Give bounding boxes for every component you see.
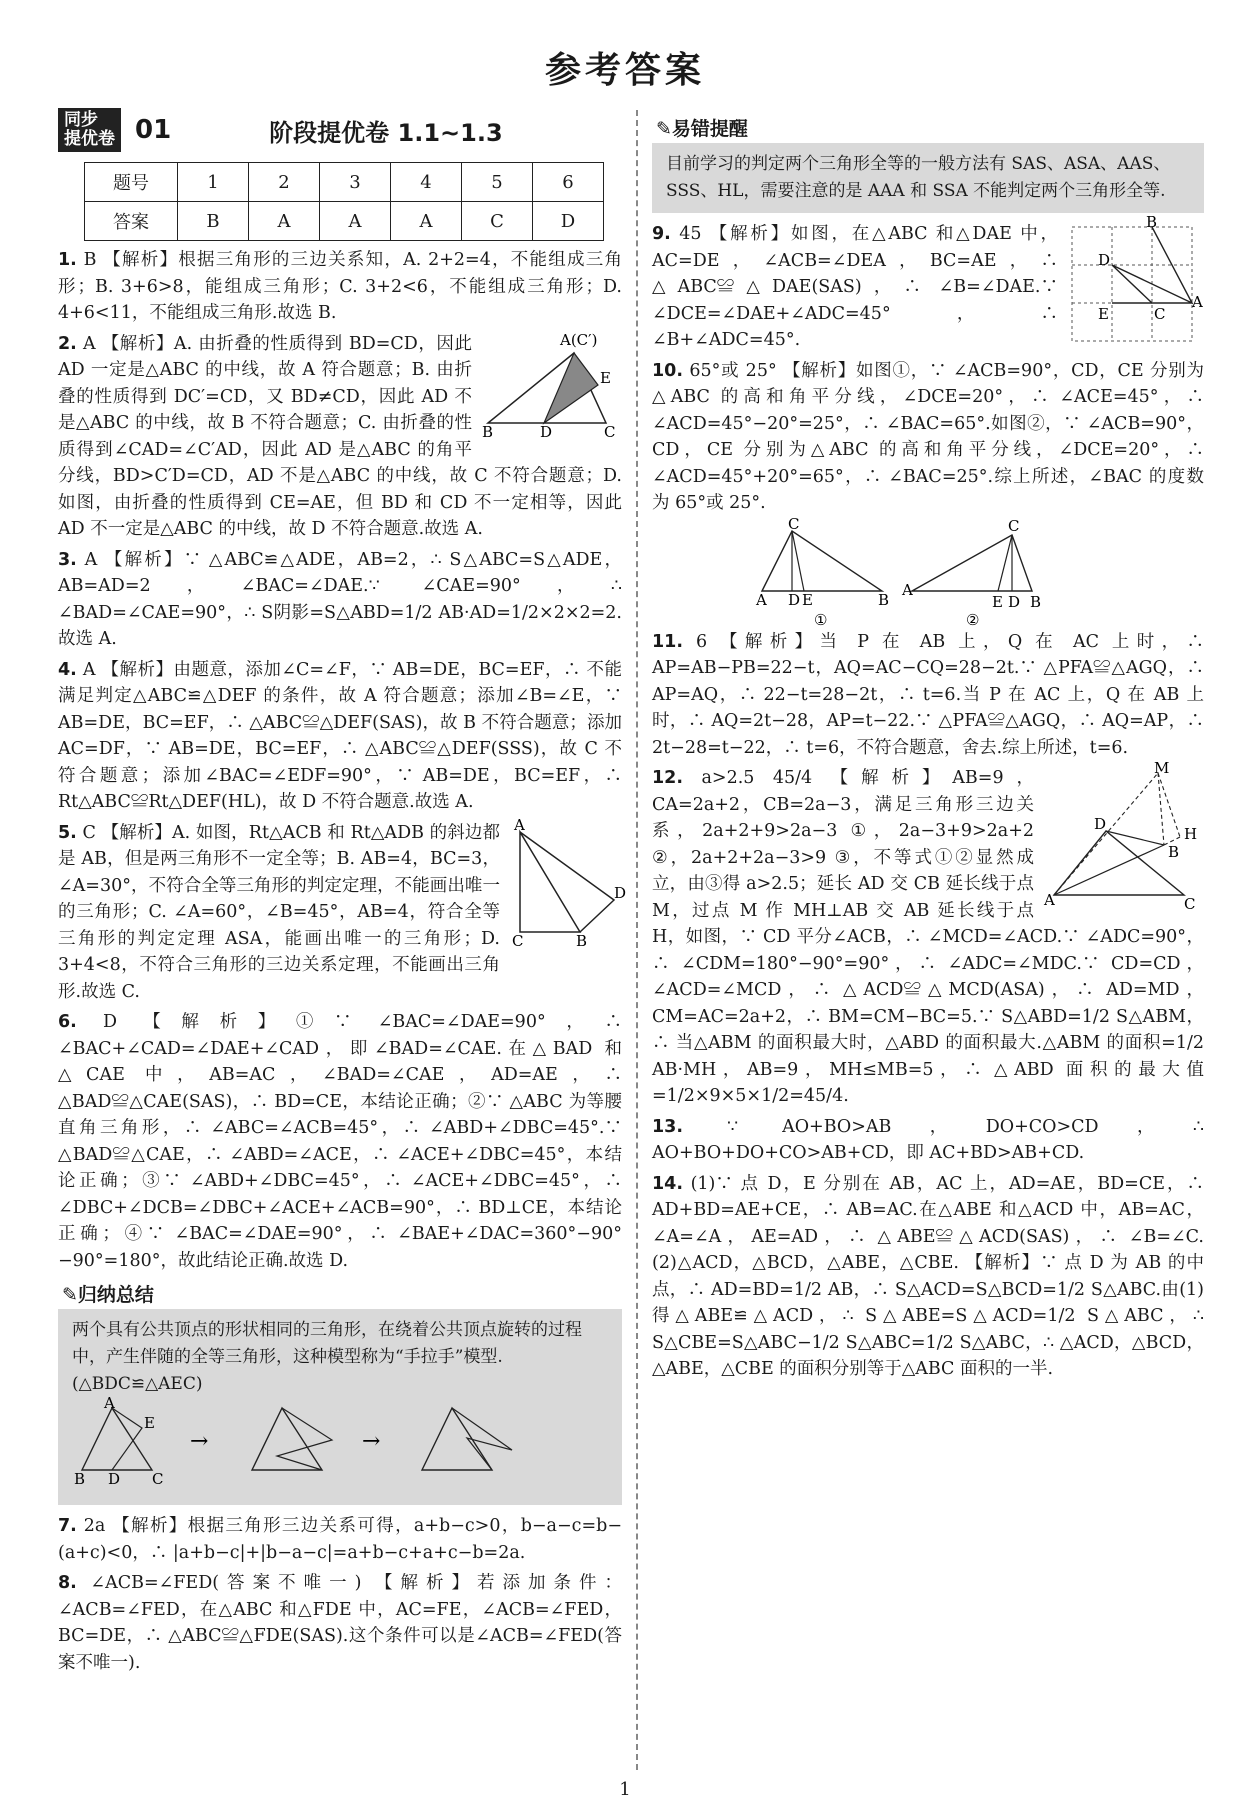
item-text: 6 【解析】当 P 在 AB 上，Q 在 AC 上时，∴ AP=AB−PB=22−t，AQ=AC−CQ=28−2t.∵ △PFA≌△AGQ，∴ AP=AQ，∴ 22−t=28−2t，∴ t=6.当 P 在 AC 上，Q 在 AB 上时，∴ AQ=2t−28，AP=t−22.∵ △PFA≌△AGQ，∴ AQ=AP，∴ 2t−28=t−22，∴ t=6，不符合题意，舍去.综上所述，t=6. [652,631,1204,758]
label-A: A [514,815,525,834]
note-text: 目前学习的判定两个三角形全等的一般方法有 SAS、ASA、AAS、SSS、HL，需要注意的是 AAA 和 SSA 不能判定两个三角形全等. [666,154,1171,201]
answer-item-1 [58,247,622,327]
table-cell: 答案 [85,202,178,241]
table-cell: D [533,202,604,241]
label-C: C [604,422,616,441]
item-number: 1. [58,250,77,270]
item-text: ∵ AO+BO>AB，DO+CO>CD，∴ AO+BO+DO+CO>AB+CD，即 AC+BD>AB+CD. [652,1116,1204,1163]
label-A: A [756,590,767,609]
item-text: A 【解析】∵ △ABC≌△ADE，AB=2，∴ S△ABC=S△ADE，AB=AD=2，∠BAC=∠DAE.∵ ∠CAE=90°，∴ ∠BAD=∠CAE=90°，∴ S阴影=S△ABD=1/2 AB·AD=1/2×2×2=2.故选 A. [58,549,622,649]
label-D: D [1094,815,1107,833]
column-divider [636,110,638,1770]
item-text: B 【解析】根据三角形的三边关系知，A. 2+2=4，不能组成三角形；B. 3+6>8，能组成三角形；C. 3+2<6，不能组成三角形；D. 4+6<11，不能组成三角形.故选 B. [58,250,622,323]
label-C: C [152,1470,164,1488]
summary-note [58,1309,622,1505]
label-C: C [1184,895,1196,913]
label-B: B [576,931,588,950]
item-text: ∠ACB=∠FED(答案不唯一) 【解析】若添加条件：∠ACB=∠FED，在△ABC 和△FDE 中，AC=FE，∠ACB=∠FED，BC=DE，∴ △ABC≌△FDE(SAS).这个条件可以是∠ACB=∠FED(答案不唯一). [58,1573,622,1673]
item-text: 65°或 25° 【解析】如图①，∵ ∠ACB=90°，CD，CE 分别为△ABC 的高和角平分线，∠DCE=20°，∴ ∠ACE=45°，∴ ∠ACD=45°−20°=25°，∴ ∠BAC=65°.如图②，∵ ∠ACB=90°，CD，CE 分别为△ABC 的高和角平分线，∠DCE=20°，∴ ∠ACD=45°+20°=65°，∴ ∠BAC=25°.综上所述，∠BAC 的度数为 65°或 25°. [652,360,1204,513]
figure-caption-1: ① [814,610,828,629]
answer-item-3 [58,547,622,653]
answer-item-14 [652,1171,1204,1383]
label-B: B [74,1470,86,1488]
arrow-icon: → [190,1429,209,1454]
item-text: a>2.5 45/4 【解析】AB=9，CA=2a+2，CB=2a−3，满足三角形三边关系，2a+2+9>2a−3 ①，2a−3+9>2a+2 ②，2a+2+2a−3>9 ③，不等式①②显然成立，由③得 a>2.5；延长 AD 交 CB 延长线于点 M，过点 M 作 MH⊥AB 交 AB 延长线于点 H，如图，∵ CD 平分∠ACB，∴ ∠MCD=∠ACD.∵ ∠ADC=90°，∴ ∠CDM=180°−90°=90°，∴ ∠ADC=∠MDC.∵ CD=CD，∠ACD=∠MCD，∴ △ACD≌△MCD(ASA)，∴ AD=MD，CM=AC=2a+2，∴ BM=CM−BC=5.∵ S△ABD=1/2 S△ABM，∴ 当△ABM 的面积最大时，△ABD 的面积最大.△ABM 的面积=1/2 AB·MH，AB=9，MH≤MB=5，∴ △ABD 面积的最大值=1/2×9×5×1/2=45/4. [652,768,1204,1106]
item-text: (1)∵ 点 D，E 分别在 AB，AC 上，AD=AE，BD=CE，∴ AD+BD=AE+CE，∴ AB=AC.在△ABE 和△ACD 中，AB=AC，∠A=∠A，AE=AD，∴ △ABE≌△ACD(SAS)，∴ ∠B=∠C. (2)△ACD，△BCD，△ABE，△CBE. 【解析】∵ 点 D 为 AB 的中点，∴ AD=BD=1/2 AB，∴ S△ACD=S△BCD=1/2 S△ABC.由(1)得△ABE≌△ACD，∴ S△ABE=S△ACD=1/2 S△ABC，∴ S△CBE=S△ABC−1/2 S△ABC=1/2 S△ABC，∴ △ACD，△BCD，△ABE，△CBE 的面积分别等于△ABC 面积的一半. [652,1173,1204,1379]
section-header [58,108,622,152]
grid-triangles-figure [1068,213,1204,351]
badge-line1: 同步 [64,110,98,130]
label-E: E [144,1414,155,1432]
shaded-region [544,353,598,423]
item-number: 10. [652,360,684,381]
section-badge [58,108,121,152]
item-text: A 【解析】A. 由折叠的性质得到 BD=CD，因此 AD 一定是△ABC 的中线，故 A 符合题意；B. 由折叠的性质得到 DC′=CD，又 BD≠CD，因此 AD 不是△ABC 的中线，故 B 不符合题意；C. 由折叠的性质得到∠CAD=∠C′AD，因此 AD 是△ABC 的角平分线，BD>C′D=CD，AD 不是△ABC 的中线，故 C 不符合题意；D. 如图，由折叠的性质得到 CE=AE，但 BD 和 CD 不一定相等，因此 AD 不一定是△ABC 的中线，故 D 不符合题意.故选 A. [58,333,622,539]
badge-line2: 提优卷 [64,129,115,149]
item-number: 7. [58,1516,77,1536]
item-number: 13. [652,1116,684,1137]
answer-item-6 [58,1009,622,1274]
answer-item-4 [58,657,622,816]
label-D: D [540,422,553,441]
label-B: B [1168,843,1180,861]
table-row [85,163,604,202]
item-number: 6. [58,1012,77,1032]
answer-item-8 [58,1570,622,1676]
answer-item-13 [652,1114,1204,1167]
hand-in-hand-figure [72,1394,592,1488]
item-number: 8. [58,1573,77,1593]
page-title: 参考答案 [544,50,705,91]
item-text: 45 【解析】如图，在△ABC 和△DAE 中，AC=DE，∠ACB=∠DEA，BC=AE，∴ △ABC≌△DAE(SAS)，∴ ∠B=∠DAE.∵ ∠DCE=∠DAE+∠ADC=45°，∴ ∠B+∠ADC=45°. [652,224,1058,350]
error-note-heading [656,114,1204,141]
answer-table [84,162,604,241]
error-note [652,143,1204,213]
table-cell: A [320,202,391,241]
label-B: B [482,422,494,441]
item-number: 5. [58,822,77,843]
label-C: C [512,931,524,950]
fold-triangle-figure [482,331,622,439]
item-number: 14. [652,1173,684,1194]
label-E: E [1098,305,1109,323]
item-text: D 【解析】①∵ ∠BAC=∠DAE=90°，∴ ∠BAC+∠CAD=∠DAE+∠CAD，即∠BAD=∠CAE.在△BAD 和△CAE 中，AB=AC，∠BAD=∠CAE，AD=AE，∴ △BAD≌△CAE(SAS)，∴ BD=CE，本结论正确；②∵ △ABC 为等腰直角三角形，∴ ∠ABC=∠ACB=45°，∴ ∠ABD+∠DBC=45°.∵ △BAD≌△CAE，∴ ∠ABD=∠ACE，∴ ∠ACE+∠DBC=45°，本结论正确；③∵ ∠ABD+∠DBC=45°，∴ ∠ACE+∠DBC=45°，∴ ∠DBC+∠DCB=∠DBC+∠ACE+∠ACB=90°，∴ BD⊥CE，本结论正确；④∵ ∠BAC=∠DAE=90°，∴ ∠BAE+∠DAC=360°−90°−90°=180°，故此结论正确.故选 D. [58,1012,622,1271]
label-D: D [788,590,801,609]
table-cell: 6 [533,163,604,202]
answer-item-10 [652,358,1204,517]
label-D: D [1098,251,1111,269]
item-number: 4. [58,659,77,680]
label-A: A [902,580,913,599]
right-column [652,108,1204,1387]
table-cell: C [462,202,533,241]
label-H: H [1184,825,1198,843]
label-A: A [104,1394,115,1412]
table-cell: A [391,202,462,241]
figure-caption-2: ② [966,610,980,629]
label-E: E [600,368,611,387]
note-text: 两个具有公共顶点的形状相同的三角形，在绕着公共顶点旋转的过程中，产生伴随的全等三角形，这种模型称为“手拉手”模型.(△BDC≌△AEC) [72,1320,582,1394]
label-E: E [992,592,1003,611]
max-area-figure [1044,759,1204,915]
item-text: 2a 【解析】根据三角形三边关系可得，a+b−c>0，b−a−c=b−(a+c)<0，∴ |a+b−c|+|b−a−c|=a+b−c+a+c−b=2a. [58,1516,622,1563]
answer-item-7 [58,1513,622,1566]
pen-icon: ✎ [656,118,672,140]
item-number: 9. [652,224,671,244]
label-C: C [1008,516,1020,535]
page-number: 1 [619,1779,631,1800]
item-number: 2. [58,333,77,354]
table-row [85,202,604,241]
table-cell: 1 [178,163,249,202]
note-heading-text: 归纳总结 [77,1284,154,1306]
item-text: C 【解析】A. 如图，Rt△ACB 和 Rt△ADB 的斜边都是 AB，但是两三角形不一定全等；B. AB=4，BC=3，∠A=30°，不符合全等三角形的判定定理，不能画出唯一的三角形；C. ∠A=60°，∠B=45°，AB=4，符合全等三角形的判定定理 ASA，能画出唯一的三角形；D. 3+4<8，不符合三角形的三边关系定理，不能画出三角形.故选 C. [58,822,500,1002]
section-title: 阶段提优卷 1.1~1.3 [269,118,503,147]
table-cell: 题号 [85,163,178,202]
table-cell: A [249,202,320,241]
label-M: M [1154,759,1170,777]
arrow-icon: → [362,1429,381,1454]
angle-figures [752,514,1152,629]
table-cell: 2 [249,163,320,202]
item-number: 3. [58,549,77,570]
label-C: C [788,514,800,533]
label-D: D [614,883,627,902]
table-cell: 5 [462,163,533,202]
label-A: A [1044,891,1055,909]
table-cell: 4 [391,163,462,202]
item-text: A 【解析】由题意，添加∠C=∠F，∵ AB=DE，BC=EF，∴ 不能满足判定△ABC≌△DEF 的条件，故 A 符合题意；添加∠B=∠E，∵ AB=DE，BC=EF，∴ △ABC≌△DEF(SAS)，故 B 不符合题意；添加 AC=DF，∵ AB=DE，BC=EF，∴ △ABC≌△DEF(SSS)，故 C 不符合题意；添加∠BAC=∠EDF=90°，∵ AB=DE，BC=EF，∴ Rt△ABC≌Rt△DEF(HL)，故 D 不符合题意.故选 A. [58,659,622,812]
label-A: A(C′) [560,330,598,349]
item-number: 12. [652,768,684,788]
label-B: B [1030,592,1042,611]
label-E: E [802,590,813,609]
label-D: D [108,1470,121,1488]
answer-item-11 [652,629,1204,762]
table-cell: 3 [320,163,391,202]
table-cell: B [178,202,249,241]
item-number: 11. [652,631,684,652]
label-B: B [1146,213,1158,231]
label-C: C [1154,305,1166,323]
left-column [58,108,627,1680]
label-B: B [878,590,890,609]
label-A: A [1192,293,1203,311]
note-heading-text: 易错提醒 [671,118,748,140]
right-triangles-figure [510,815,627,950]
pen-icon: ✎ [62,1284,78,1306]
summary-note-heading [62,1280,622,1307]
label-D: D [1008,592,1021,611]
section-number: 01 [135,115,172,145]
